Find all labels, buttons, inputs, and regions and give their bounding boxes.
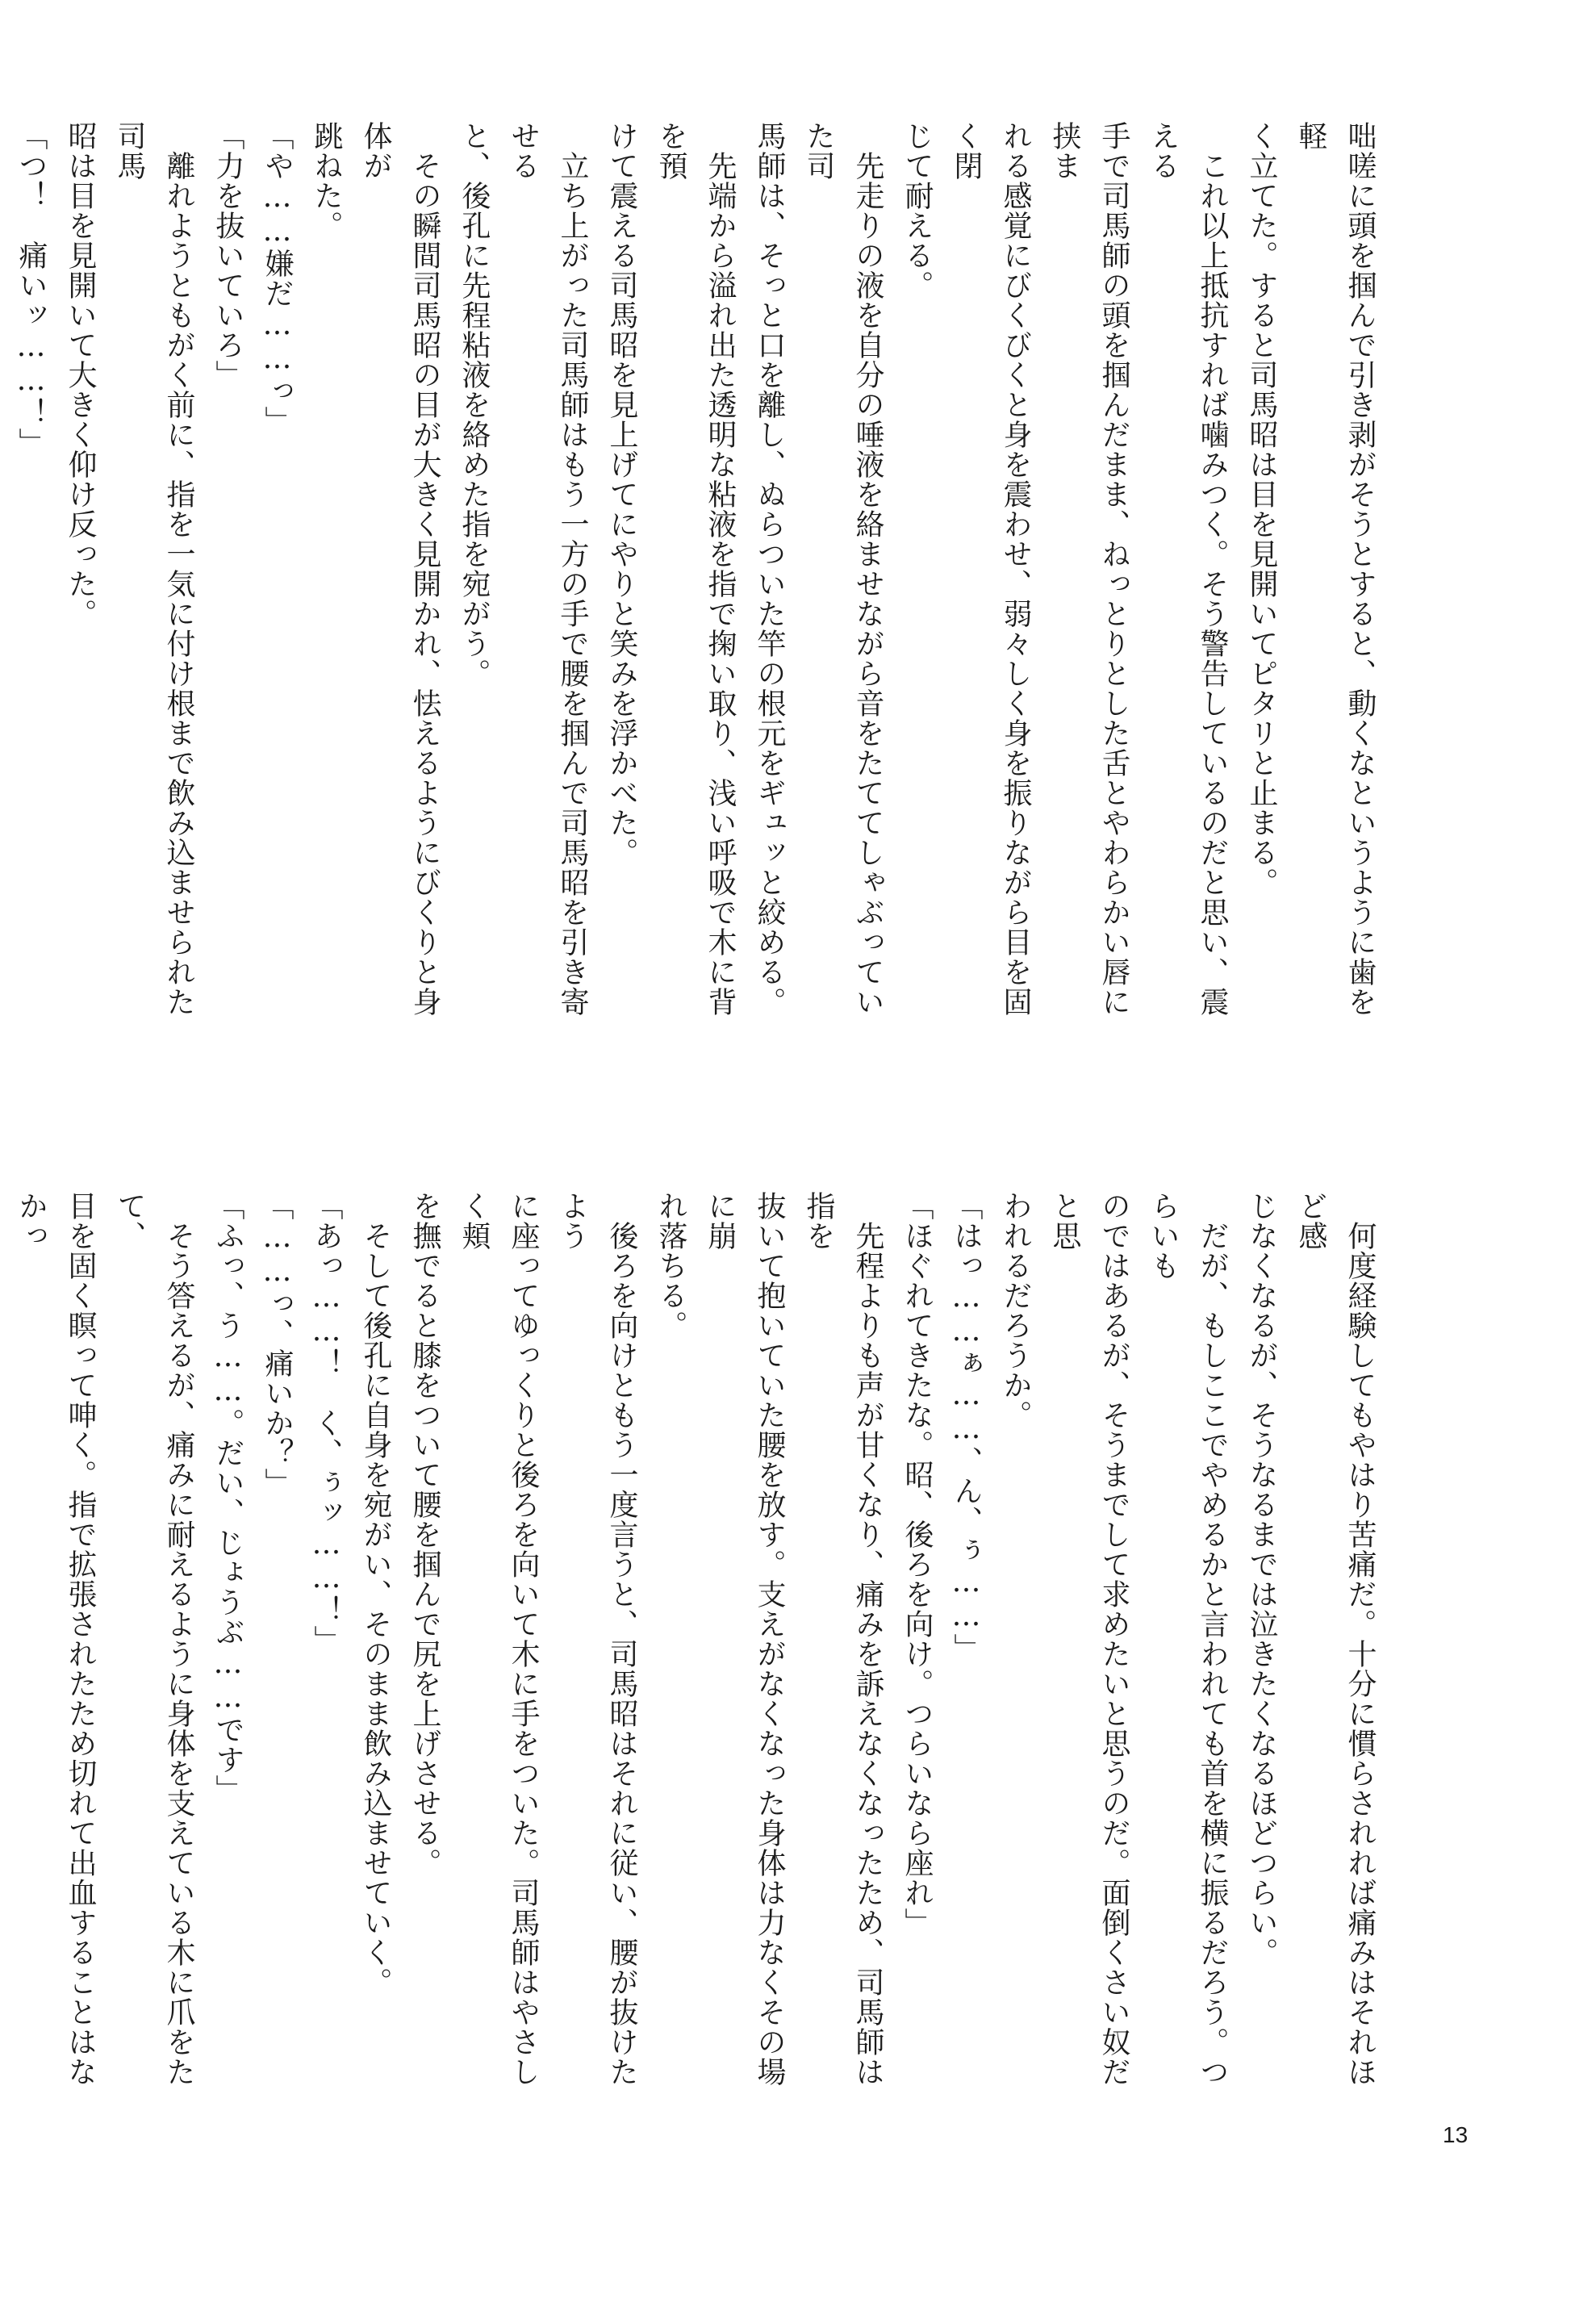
text-line <box>0 1191 6 2115</box>
text-line: 「つ！ 痛いッ……！」 <box>15 121 48 458</box>
text-line: と、後孔に先程粘液を絡めた指を宛がう。 <box>457 121 491 688</box>
text-line <box>0 121 6 1041</box>
text-line: 咄嗟に頭を掴んで引き剥がそうとすると、動くなというように歯を軽 <box>1294 121 1377 1017</box>
text-line: 跳ねた。 <box>310 121 343 240</box>
text-line: 目を固く瞑って呻く。指で拡張されたため切れて出血することはなかっ <box>15 1191 97 2087</box>
text-line: 離れようともがく前に、指を一気に付け根まで飲み込ませられた司馬 <box>113 121 195 1017</box>
text-line: じなくなるが、そうなるまでは泣きたくなるほどつらい。 <box>1245 1191 1278 1967</box>
text-line: だが、もしここでやめるかと言われても首を横に振るだろう。つらいも <box>1147 1191 1229 2087</box>
text-block-top <box>15 121 1385 1041</box>
text-line: 立ち上がった司馬師はもう一方の手で腰を掴んで司馬昭を引き寄せる <box>507 121 589 1017</box>
text-line: じて耐える。 <box>900 121 934 300</box>
text-line: 先程よりも声が甘くなり、痛みを訴えなくなったため、司馬師は指を <box>802 1191 884 2087</box>
text-line: 昭は目を見開いて大きく仰け反った。 <box>64 121 97 629</box>
text-line: これ以上抵抗すれば噛みつく。そう警告しているのだと思い、震える <box>1147 121 1229 1017</box>
text-line: そして後孔に自身を宛がい、そのまま飲み込ませていく。 <box>359 1191 392 1997</box>
text-line: われるだろうか。 <box>999 1191 1032 1430</box>
text-line: を撫でると膝をついて腰を掴んで尻を上げさせる。 <box>408 1191 441 1878</box>
text-line: に座ってゆっくりと後ろを向いて木に手をついた。司馬師はやさしく頬 <box>457 1191 540 2087</box>
text-line: 「力を抜いていろ」 <box>211 121 244 390</box>
text-line: 先走りの液を自分の唾液を絡ませながら音をたててしゃぶっていた司 <box>802 121 884 1017</box>
text-line: けて震える司馬昭を見上げてにやりと笑みを浮かべた。 <box>605 121 638 867</box>
text-line: 抜いて抱いていた腰を放す。支えがなくなった身体は力なくその場に崩 <box>704 1191 786 2087</box>
text-line: れる感覚にびくびくと身を震わせ、弱々しく身を振りながら目を固く閉 <box>950 121 1032 1017</box>
text-line: 馬師は、そっと口を離し、ぬらついた竿の根元をギュッと絞める。 <box>753 121 786 1017</box>
text-line: その瞬間司馬昭の目が大きく見開かれ、怯えるようにびくりと身体が <box>359 121 441 1017</box>
text-line: そう答えるが、痛みに耐えるように身体を支えている木に爪をたて、 <box>113 1191 195 2087</box>
text-line: 「はっ……ぁ……、ん、ぅ……」 <box>950 1191 983 1663</box>
text-line: 先端から溢れ出た透明な粘液を指で掬い取り、浅い呼吸で木に背を預 <box>654 121 737 1017</box>
text-line: 「……っ、痛いか？」 <box>261 1191 294 1498</box>
text-line: 「ふっ、う……。だい、じょうぶ……です」 <box>211 1191 244 1804</box>
text-line: く立てた。すると司馬昭は目を見開いてピタリと止まる。 <box>1245 121 1278 897</box>
text-line: 「や……嫌だ……っ」 <box>261 121 294 436</box>
text-block-bottom <box>15 1191 1385 2115</box>
text-line: 「あっ……！ く、ぅッ……！」 <box>310 1191 343 1655</box>
text-line: 何度経験してもやはり苦痛だ。十分に慣らされれば痛みはそれほど感 <box>1294 1191 1377 2087</box>
text-line: 「ほぐれてきたな。昭、後ろを向け。つらいなら座れ」 <box>900 1191 934 1937</box>
page-number: 13 <box>1443 2122 1469 2147</box>
text-line: のではあるが、そうまでして求めたいと思うのだ。面倒くさい奴だと思 <box>1048 1191 1130 2087</box>
text-line: 手で司馬師の頭を掴んだまま、ねっとりとした舌とやわらかい唇に挟ま <box>1048 121 1130 1017</box>
text-line: 後ろを向けともう一度言うと、司馬昭はそれに従い、腰が抜けたよう <box>556 1191 638 2087</box>
text-line: れ落ちる。 <box>654 1191 687 1340</box>
